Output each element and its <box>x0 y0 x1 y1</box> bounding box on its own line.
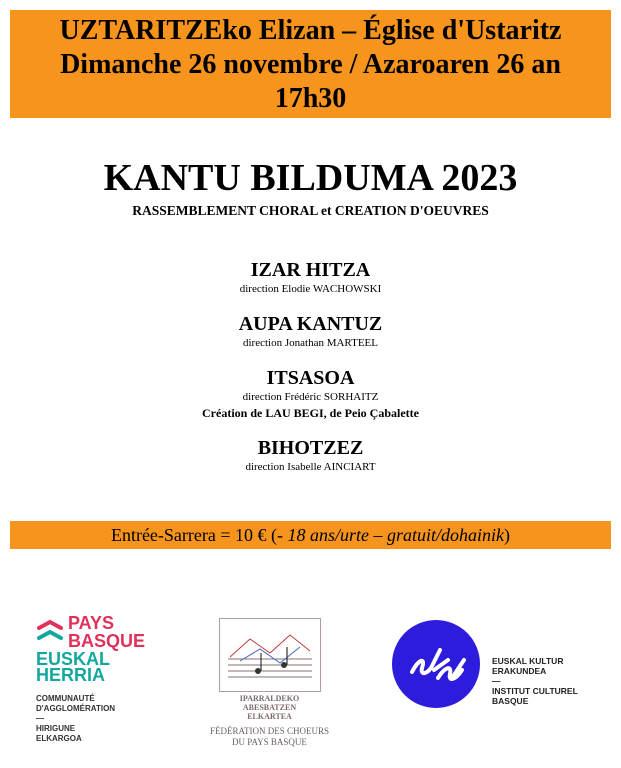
choir-direction: direction Jonathan MARTEEL <box>243 337 378 349</box>
pays-basque-logo <box>36 608 186 748</box>
creation-note: Création de LAU BEGI, de Peio Çabalette <box>202 406 419 420</box>
pays-basque-caption: HIRIGUNE <box>36 724 76 733</box>
pays-basque-mark-icon <box>36 618 64 646</box>
choir-item <box>0 312 621 351</box>
federation-basque-name: IPARRALDEKO ABESBATZEN ELKARTEA <box>239 694 300 721</box>
ekk-text: EUSKAL KULTUR ERAKUNDEA — INSTITUT CULTUREL BASQUE <box>492 656 578 706</box>
music-staff-icon <box>219 618 321 692</box>
federation-logo <box>207 610 332 750</box>
pays-basque-word: PAYS <box>68 613 115 633</box>
euskal-herria-word: EUSKAL <box>36 649 111 669</box>
venue-line: UZTARITZEko Elizan – Église d'Ustaritz <box>59 15 562 46</box>
choir-name: IZAR HITZA <box>250 259 371 281</box>
pays-basque-dash: — <box>36 714 44 723</box>
choir-item <box>0 258 621 297</box>
header-banner <box>10 10 611 118</box>
entry-free-note: 18 ans/urte – gratuit/dohainik <box>287 525 505 545</box>
ekk-circle <box>392 620 480 708</box>
choir-direction: direction Isabelle AINCIART <box>245 461 376 473</box>
sponsor-logos <box>0 600 621 760</box>
euskal-herria-word: HERRIA <box>36 665 106 685</box>
choir-item <box>0 366 621 421</box>
choir-list <box>0 258 621 490</box>
entry-close: ) <box>504 525 511 545</box>
event-subtitle: RASSEMBLEMENT CHORAL et CREATION D'OEUVRES <box>132 203 489 218</box>
choir-name: ITSASOA <box>266 367 355 389</box>
choir-name: AUPA KANTUZ <box>238 313 383 335</box>
choir-item <box>0 436 621 475</box>
choir-direction: direction Elodie WACHOWSKI <box>239 283 382 295</box>
date-line: Dimanche 26 novembre / Azaroaren 26 an <box>60 49 561 80</box>
ekk-logo <box>392 620 612 720</box>
pays-basque-word: BASQUE <box>68 631 146 651</box>
choir-name: BIHOTZEZ <box>257 437 364 459</box>
entry-price: Entrée-Sarrera = 10 € (- <box>110 525 288 545</box>
pays-basque-caption: COMMUNAUTÉ <box>36 694 95 703</box>
choir-direction: direction Frédéric SORHAITZ <box>242 391 379 403</box>
time-line: 17h30 <box>274 83 347 114</box>
federation-french-name: FÉDÉRATION DES CHOEURS DU PAYS BASQUE <box>209 726 329 747</box>
pays-basque-caption: ELKARGOA <box>36 734 82 743</box>
entry-price-banner <box>10 521 611 549</box>
pays-basque-caption: D'AGGLOMÉRATION <box>36 704 116 713</box>
event-title: KANTU BILDUMA 2023 <box>103 157 518 199</box>
ekk-monogram-icon <box>392 620 480 708</box>
